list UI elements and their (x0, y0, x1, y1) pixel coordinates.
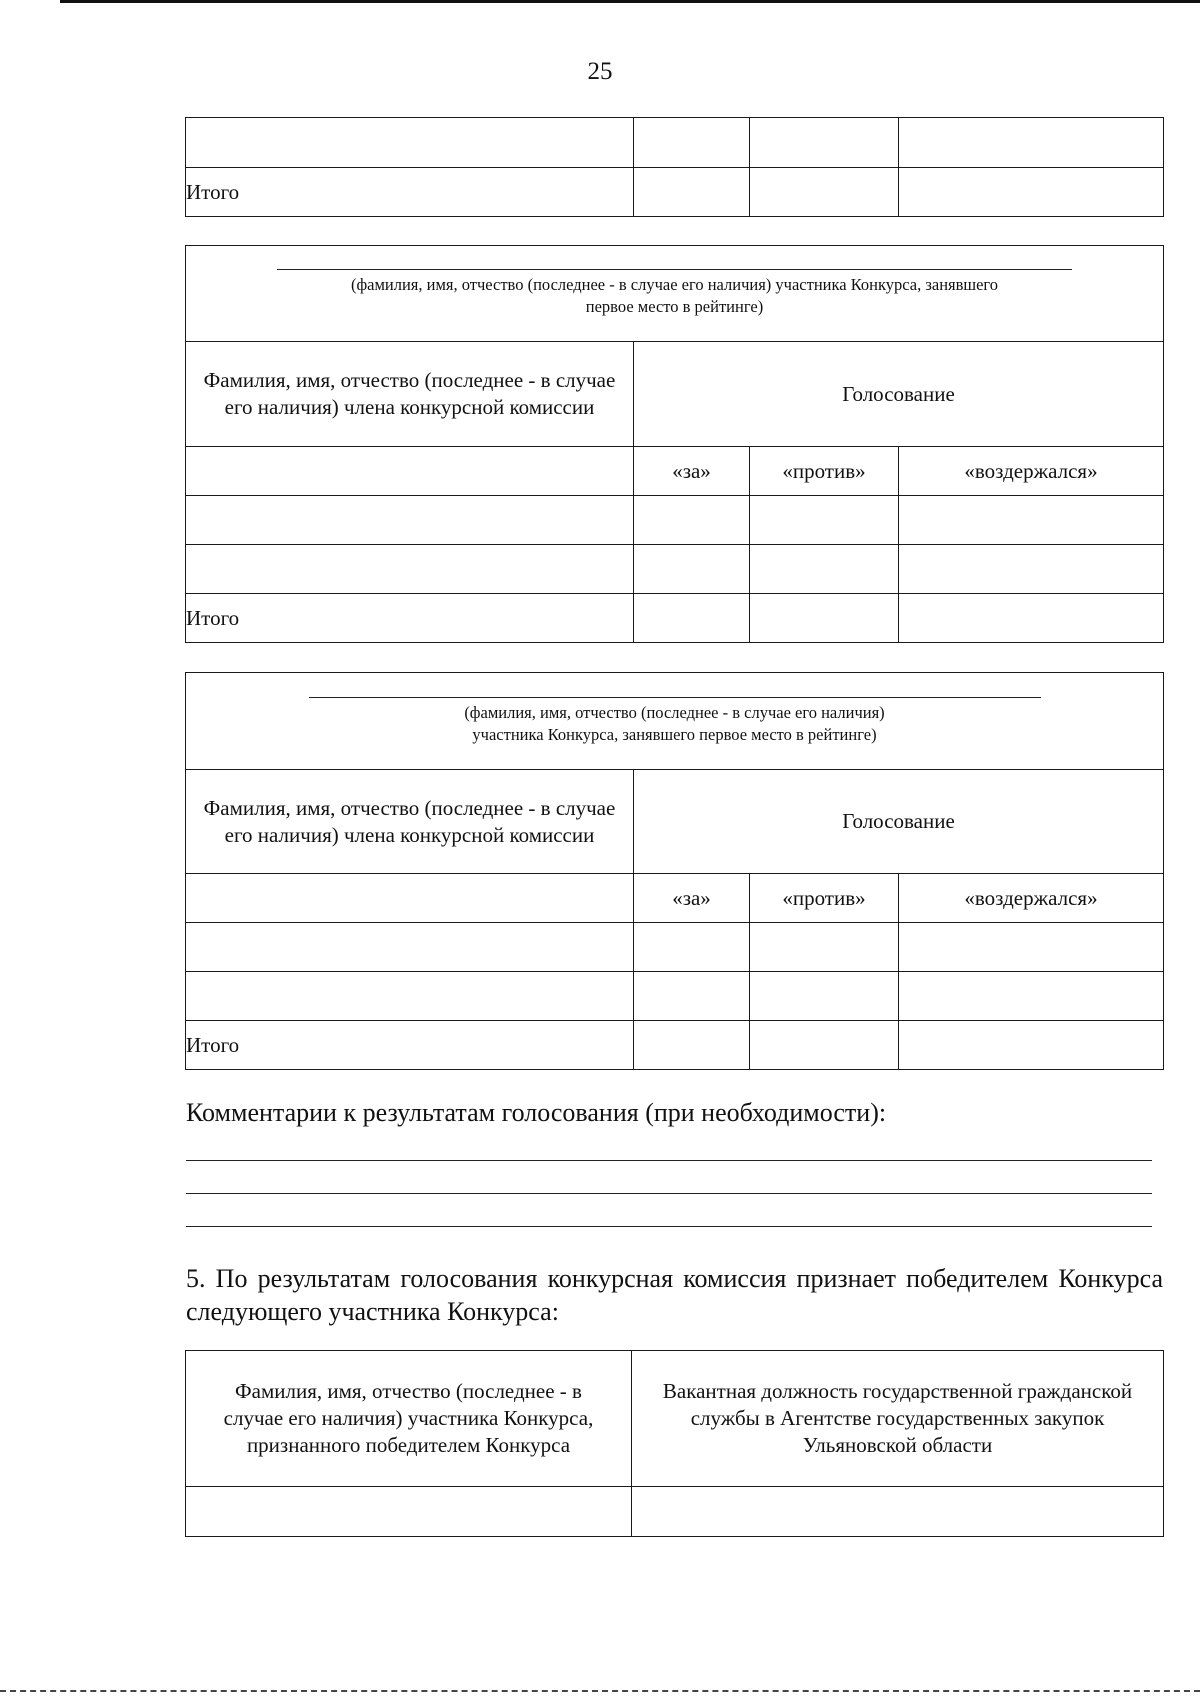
col-against: «против» (750, 447, 899, 496)
empty-cell (186, 118, 634, 168)
comments-title: Комментарии к результатам голосования (при необходимости): (186, 1098, 887, 1127)
empty-cell (186, 874, 634, 923)
empty-cell (899, 545, 1164, 594)
empty-cell (634, 1021, 750, 1070)
itogo-label: Итого (186, 168, 634, 217)
empty-cell (634, 168, 750, 217)
table-row (186, 972, 1164, 1021)
candidate-caption-cell (186, 673, 1164, 770)
col-abstain: «воздержался» (899, 447, 1164, 496)
voting-table-3 (185, 672, 1164, 1070)
name-fill-line (309, 697, 1041, 698)
empty-cell (750, 1021, 899, 1070)
empty-cell (634, 545, 750, 594)
winner-header-row (186, 1351, 1164, 1487)
empty-cell (186, 545, 634, 594)
table-row (186, 496, 1164, 545)
col-abstain: «воздержался» (899, 874, 1164, 923)
voting-table-2 (185, 245, 1164, 643)
empty-cell (634, 923, 750, 972)
vote-columns-row (186, 874, 1164, 923)
voting-header: Голосование (634, 770, 1164, 874)
empty-cell (186, 923, 634, 972)
winner-name-header: Фамилия, имя, отчество (последнее - в случае его наличия) участника Конкурса, признанного победителем Конкурса (186, 1351, 632, 1487)
empty-cell (899, 594, 1164, 643)
empty-cell (750, 923, 899, 972)
empty-cell (750, 594, 899, 643)
empty-cell (899, 118, 1164, 168)
empty-cell (899, 972, 1164, 1021)
table-row (186, 923, 1164, 972)
empty-cell (750, 118, 899, 168)
page-number: 25 (587, 58, 613, 85)
candidate-caption-row (186, 673, 1164, 770)
member-header: Фамилия, имя, отчество (последнее - в случае его наличия) члена конкурсной комиссии (186, 342, 634, 447)
empty-cell (750, 972, 899, 1021)
member-header: Фамилия, имя, отчество (последнее - в случае его наличия) члена конкурсной комиссии (186, 770, 634, 874)
itogo-row (186, 1021, 1164, 1070)
empty-cell (634, 594, 750, 643)
empty-cell (634, 118, 750, 168)
empty-cell (750, 168, 899, 217)
empty-cell (186, 447, 634, 496)
header-row (186, 342, 1164, 447)
itogo-label: Итого (186, 594, 634, 643)
page-bottom-line (0, 1690, 1200, 1692)
candidate-caption-row (186, 246, 1164, 342)
itogo-label: Итого (186, 1021, 634, 1070)
vote-columns-row (186, 447, 1164, 496)
comment-fill-line (186, 1160, 1152, 1161)
voting-header: Голосование (634, 342, 1164, 447)
empty-cell (186, 496, 634, 545)
comment-fill-line (186, 1193, 1152, 1194)
empty-cell (899, 1021, 1164, 1070)
col-for: «за» (634, 447, 750, 496)
vacancy-header: Вакантная должность государственной гражданской службы в Агентстве государственных закупок Ульяновской области (632, 1351, 1164, 1487)
empty-cell (186, 972, 634, 1021)
winner-data-row (186, 1487, 1164, 1537)
voting-table-continued (185, 117, 1164, 217)
empty-cell (634, 496, 750, 545)
col-for: «за» (634, 874, 750, 923)
table-row (186, 118, 1164, 168)
candidate-caption-line1: (фамилия, имя, отчество (последнее - в случае его наличия) (464, 702, 885, 722)
empty-cell (899, 496, 1164, 545)
itogo-row (186, 594, 1164, 643)
page-top-border (60, 0, 1200, 3)
empty-cell (750, 545, 899, 594)
comment-fill-line (186, 1226, 1152, 1227)
candidate-caption: (фамилия, имя, отчество (последнее - в случае его наличия) участника Конкурса, занявшего первое место в рейтинге) (350, 275, 999, 316)
itogo-row (186, 168, 1164, 217)
empty-cell (634, 972, 750, 1021)
candidate-caption-cell (186, 246, 1164, 342)
section-5-paragraph: 5. По результатам голосования конкурсная комиссия признает победителем Конкурса следующего участника Конкурса: (186, 1264, 1163, 1326)
winner-table (185, 1350, 1164, 1537)
header-row (186, 770, 1164, 874)
empty-cell (632, 1487, 1164, 1537)
empty-cell (186, 1487, 632, 1537)
name-fill-line (277, 269, 1072, 270)
empty-cell (899, 168, 1164, 217)
col-against: «против» (750, 874, 899, 923)
empty-cell (750, 496, 899, 545)
empty-cell (899, 923, 1164, 972)
table-row (186, 545, 1164, 594)
candidate-caption-line2: участника Конкурса, занявшего первое место в рейтинге) (472, 724, 877, 744)
